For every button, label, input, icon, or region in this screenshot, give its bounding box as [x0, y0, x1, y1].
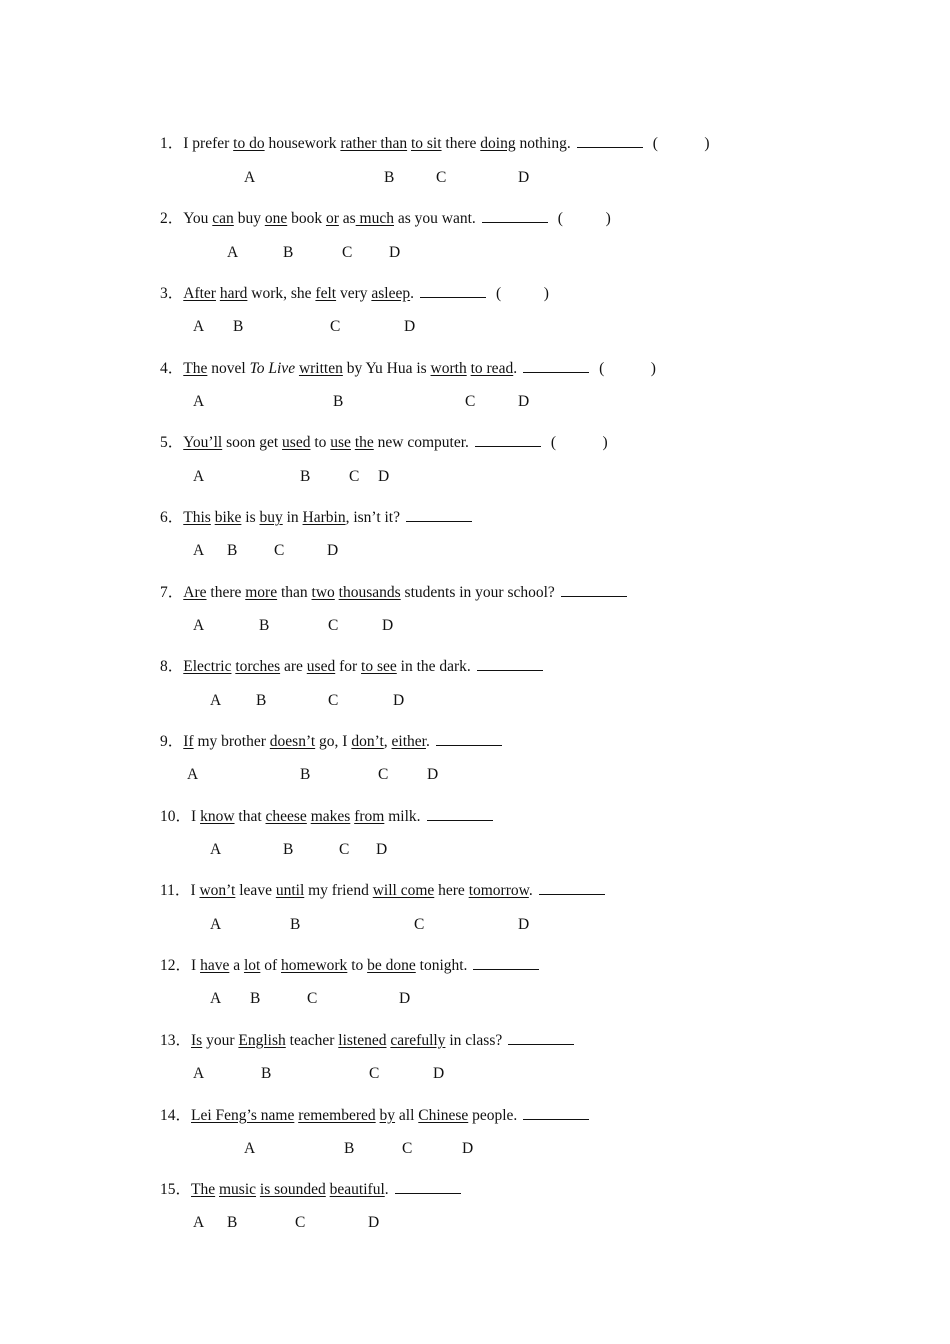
underlined-choice-text: more	[245, 584, 278, 601]
choice-letter-c: C	[328, 617, 339, 634]
question-number: 12．	[160, 957, 192, 974]
answer-blank[interactable]	[473, 957, 539, 970]
underlined-choice-text: written	[298, 360, 343, 377]
question-11	[160, 878, 605, 900]
question-6	[160, 505, 472, 527]
question-10	[160, 804, 493, 826]
underlined-choice-text: The	[191, 1181, 216, 1198]
choice-letter-c: C	[330, 318, 341, 335]
choice-letter-d: D	[462, 1140, 474, 1157]
choice-letter-d: D	[378, 468, 390, 485]
underlined-choice-text: English	[238, 1032, 286, 1049]
choice-letter-c: C	[349, 468, 360, 485]
sentence-text: new computer.	[373, 434, 469, 451]
underlined-choice-text: used	[306, 658, 336, 675]
choice-letters	[0, 916, 950, 936]
underlined-choice-text: This	[183, 509, 211, 526]
sentence-text: are	[280, 658, 307, 675]
choice-letter-b: B	[283, 244, 294, 261]
choice-letters	[0, 1065, 950, 1085]
sentence-text: is	[241, 509, 260, 526]
sentence-text: buy	[233, 210, 265, 227]
underlined-choice-text: remembered	[298, 1107, 376, 1124]
question-5	[160, 430, 608, 452]
sentence-text: You	[183, 210, 213, 227]
answer-blank[interactable]	[427, 808, 493, 821]
underlined-choice-text: will come	[372, 882, 435, 899]
underlined-choice-text: one	[264, 210, 288, 227]
underlined-choice-text: Chinese	[418, 1107, 469, 1124]
underlined-choice-text: After	[183, 285, 216, 302]
choice-letters	[0, 393, 950, 413]
sentence-text: all	[395, 1107, 419, 1124]
underlined-choice-text: buy	[259, 509, 283, 526]
sentence-text: of	[260, 957, 282, 974]
underlined-choice-text: doing	[480, 135, 516, 152]
sentence-text: very	[336, 285, 372, 302]
sentence-text: work, she	[247, 285, 316, 302]
underlined-choice-text: makes	[310, 808, 351, 825]
question-4	[160, 356, 656, 378]
choice-letter-c: C	[378, 766, 389, 783]
underlined-choice-text: much	[355, 210, 394, 227]
sentence-text: as you want.	[393, 210, 476, 227]
sentence-text: leave	[235, 882, 276, 899]
question-13	[160, 1028, 574, 1050]
sentence-text: a	[229, 957, 244, 974]
underlined-choice-text: use	[330, 434, 351, 451]
sentence-text: for	[335, 658, 362, 675]
underlined-choice-text: felt	[315, 285, 337, 302]
underlined-choice-text: either	[391, 733, 426, 750]
question-number: 8．	[160, 658, 184, 675]
choice-letter-a: A	[193, 617, 205, 634]
sentence-text: nothing.	[515, 135, 571, 152]
choice-letter-a: A	[193, 468, 205, 485]
sentence-text: housework	[264, 135, 341, 152]
underlined-choice-text: rather than	[340, 135, 408, 152]
answer-blank[interactable]	[577, 135, 643, 148]
choice-letter-d: D	[393, 692, 405, 709]
question-number: 14．	[160, 1107, 192, 1124]
sentence-text: there	[206, 584, 246, 601]
choice-letter-b: B	[333, 393, 344, 410]
question-number: 9．	[160, 733, 184, 750]
question-number: 2．	[160, 210, 184, 227]
sentence-text: go, I	[315, 733, 352, 750]
choice-letters	[0, 318, 950, 338]
underlined-choice-text: Harbin	[302, 509, 346, 526]
answer-blank[interactable]	[395, 1181, 461, 1194]
question-number: 5．	[160, 434, 184, 451]
choice-letters	[0, 244, 950, 264]
sentence-text: people.	[468, 1107, 518, 1124]
underlined-choice-text: carefully	[390, 1032, 446, 1049]
choice-letter-d: D	[518, 916, 530, 933]
choice-letter-a: A	[193, 1214, 205, 1231]
choice-letter-b: B	[300, 468, 311, 485]
sentence-text: teacher	[285, 1032, 339, 1049]
sentence-text: I prefer	[183, 135, 234, 152]
underlined-choice-text: two	[311, 584, 335, 601]
question-number: 15．	[160, 1181, 192, 1198]
choice-letter-b: B	[290, 916, 301, 933]
sentence-text: as	[338, 210, 356, 227]
choice-letter-c: C	[369, 1065, 380, 1082]
choice-letter-d: D	[518, 169, 530, 186]
sentence-text: here	[434, 882, 469, 899]
underlined-choice-text: to read	[470, 360, 514, 377]
sentence-text: in	[282, 509, 303, 526]
sentence-text: .	[384, 1181, 389, 1198]
underlined-choice-text: torches	[235, 658, 281, 675]
answer-blank[interactable]	[561, 584, 627, 597]
sentence-text: than	[277, 584, 312, 601]
underlined-choice-text: homework	[281, 957, 348, 974]
sentence-text: I	[190, 882, 200, 899]
underlined-choice-text: doesn’t	[269, 733, 316, 750]
question-number: 1．	[160, 135, 184, 152]
underlined-choice-text: cheese	[265, 808, 307, 825]
answer-parentheses[interactable]: ( )	[557, 210, 611, 227]
answer-blank[interactable]	[482, 210, 548, 223]
choice-letter-d: D	[433, 1065, 445, 1082]
choice-letter-a: A	[193, 542, 205, 559]
answer-parentheses[interactable]: ( )	[495, 285, 549, 302]
sentence-text: .	[410, 285, 414, 302]
sentence-text: there	[441, 135, 481, 152]
choice-letter-b: B	[384, 169, 395, 186]
underlined-choice-text: tomorrow	[468, 882, 529, 899]
choice-letter-c: C	[274, 542, 285, 559]
choice-letter-d: D	[404, 318, 416, 335]
sentence-text: milk.	[384, 808, 421, 825]
question-3	[160, 281, 549, 303]
underlined-choice-text: Lei Feng’s name	[191, 1107, 295, 1124]
underlined-choice-text: hard	[219, 285, 248, 302]
underlined-choice-text: to see	[361, 658, 397, 675]
choice-letters	[0, 468, 950, 488]
choice-letter-d: D	[368, 1214, 380, 1231]
underlined-choice-text: The	[183, 360, 208, 377]
underlined-choice-text: won’t	[199, 882, 236, 899]
underlined-choice-text: bike	[214, 509, 242, 526]
underlined-choice-text: Are	[183, 584, 207, 601]
choice-letter-a: A	[210, 990, 222, 1007]
question-number: 10．	[160, 808, 192, 825]
sentence-text: by Yu Hua is	[342, 360, 431, 377]
underlined-choice-text: by	[379, 1107, 396, 1124]
choice-letters	[0, 766, 950, 786]
choice-letter-c: C	[307, 990, 318, 1007]
choice-letter-a: A	[244, 1140, 256, 1157]
question-14	[160, 1103, 589, 1125]
choice-letters	[0, 841, 950, 861]
answer-blank[interactable]	[436, 733, 502, 746]
underlined-choice-text: asleep	[371, 285, 411, 302]
sentence-text: .	[425, 733, 430, 750]
sentence-text: novel	[207, 360, 250, 377]
underlined-choice-text: Electric	[183, 658, 232, 675]
answer-parentheses[interactable]: ( )	[599, 360, 656, 377]
choice-letter-a: A	[210, 841, 222, 858]
underlined-choice-text: know	[200, 808, 235, 825]
choice-letter-d: D	[518, 393, 530, 410]
choice-letter-c: C	[414, 916, 425, 933]
choice-letter-a: A	[227, 244, 239, 261]
choice-letters	[0, 1214, 950, 1234]
sentence-text: in class?	[445, 1032, 503, 1049]
choice-letters	[0, 169, 950, 189]
choice-letter-c: C	[339, 841, 350, 858]
question-number: 4．	[160, 360, 184, 377]
choice-letter-b: B	[233, 318, 244, 335]
question-9	[160, 729, 502, 751]
underlined-choice-text: listened	[338, 1032, 387, 1049]
sentence-text: my friend	[304, 882, 373, 899]
answer-blank[interactable]	[523, 1107, 589, 1120]
sentence-text: .	[528, 882, 533, 899]
underlined-choice-text: used	[282, 434, 311, 451]
underlined-choice-text: lot	[243, 957, 261, 974]
underlined-choice-text: You’ll	[183, 434, 223, 451]
sentence-text: I	[191, 957, 201, 974]
choice-letter-a: A	[193, 318, 205, 335]
choice-letter-b: B	[344, 1140, 355, 1157]
choice-letter-b: B	[256, 692, 267, 709]
underlined-choice-text: is sounded	[259, 1181, 326, 1198]
sentence-text: .	[513, 360, 518, 377]
sentence-text: ,	[383, 733, 392, 750]
underlined-choice-text: If	[183, 733, 194, 750]
choice-letter-a: A	[193, 393, 205, 410]
answer-blank[interactable]	[406, 509, 472, 522]
answer-blank[interactable]	[508, 1032, 574, 1045]
choice-letter-c: C	[295, 1214, 306, 1231]
answer-blank[interactable]	[539, 882, 605, 895]
underlined-choice-text: be done	[367, 957, 416, 974]
underlined-choice-text: the	[354, 434, 374, 451]
underlined-choice-text: thousands	[338, 584, 401, 601]
choice-letters	[0, 990, 950, 1010]
choice-letter-d: D	[399, 990, 411, 1007]
choice-letters	[0, 1140, 950, 1160]
underlined-choice-text: music	[219, 1181, 257, 1198]
underlined-choice-text: worth	[430, 360, 467, 377]
question-number: 7．	[160, 584, 184, 601]
choice-letter-a: A	[210, 916, 222, 933]
question-number: 3．	[160, 285, 184, 302]
choice-letter-d: D	[382, 617, 394, 634]
sentence-text: soon get	[222, 434, 283, 451]
sentence-text: to	[310, 434, 331, 451]
question-2	[160, 206, 611, 228]
underlined-choice-text: from	[354, 808, 385, 825]
choice-letter-d: D	[376, 841, 388, 858]
answer-parentheses[interactable]: ( )	[550, 434, 608, 451]
underlined-choice-text: until	[275, 882, 305, 899]
choice-letter-b: B	[259, 617, 270, 634]
sentence-text: my brother	[193, 733, 270, 750]
answer-blank[interactable]	[420, 285, 486, 298]
choice-letter-d: D	[389, 244, 401, 261]
underlined-choice-text: beautiful	[329, 1181, 385, 1198]
choice-letters	[0, 617, 950, 637]
underlined-choice-text: or	[325, 210, 339, 227]
question-number: 11．	[160, 882, 191, 899]
question-15	[160, 1177, 461, 1199]
sentence-text: your	[202, 1032, 239, 1049]
choice-letter-a: A	[193, 1065, 205, 1082]
answer-blank[interactable]	[477, 658, 543, 671]
underlined-choice-text: have	[200, 957, 230, 974]
sentence-text: , isn’t it?	[345, 509, 400, 526]
choice-letters	[0, 542, 950, 562]
question-8	[160, 654, 543, 676]
question-1	[160, 131, 710, 153]
sentence-text: tonight.	[415, 957, 468, 974]
choice-letter-b: B	[300, 766, 311, 783]
underlined-choice-text: to sit	[410, 135, 442, 152]
choice-letter-b: B	[227, 542, 238, 559]
underlined-choice-text: can	[212, 210, 234, 227]
choice-letter-c: C	[402, 1140, 413, 1157]
underlined-choice-text: don’t	[351, 733, 384, 750]
choice-letter-a: A	[210, 692, 222, 709]
question-number: 13．	[160, 1032, 192, 1049]
choice-letter-a: A	[244, 169, 256, 186]
underlined-choice-text: to do	[233, 135, 265, 152]
choice-letter-b: B	[261, 1065, 272, 1082]
choice-letter-c: C	[342, 244, 353, 261]
sentence-text: students in your school?	[400, 584, 555, 601]
choice-letter-b: B	[227, 1214, 238, 1231]
choice-letter-b: B	[250, 990, 261, 1007]
question-7	[160, 580, 627, 602]
choice-letter-c: C	[465, 393, 476, 410]
choice-letter-c: C	[328, 692, 339, 709]
choice-letters	[0, 692, 950, 712]
sentence-text: I	[191, 808, 201, 825]
choice-letter-c: C	[436, 169, 447, 186]
sentence-text: To Live	[249, 360, 296, 377]
choice-letter-a: A	[187, 766, 199, 783]
choice-letter-d: D	[427, 766, 439, 783]
choice-letter-d: D	[327, 542, 339, 559]
question-12	[160, 953, 539, 975]
question-number: 6．	[160, 509, 184, 526]
answer-parentheses[interactable]: ( )	[652, 135, 710, 152]
sentence-text: book	[287, 210, 326, 227]
sentence-text: to	[347, 957, 368, 974]
choice-letter-b: B	[283, 841, 294, 858]
answer-blank[interactable]	[475, 434, 541, 447]
answer-blank[interactable]	[523, 360, 589, 373]
sentence-text: that	[234, 808, 266, 825]
underlined-choice-text: Is	[191, 1032, 203, 1049]
sentence-text: in the dark.	[396, 658, 471, 675]
